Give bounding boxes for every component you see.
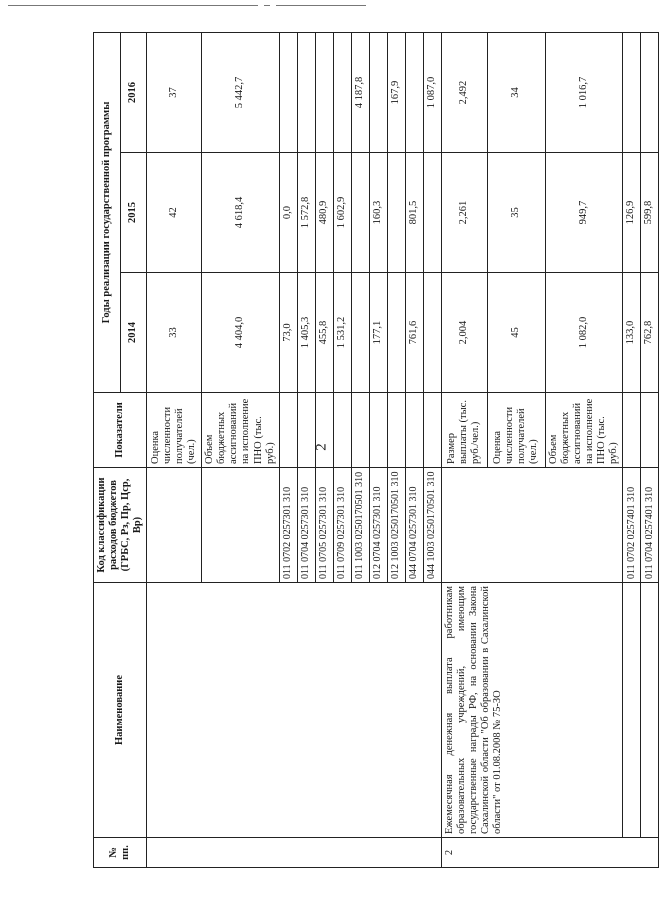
cell-2015: 801,5	[405, 153, 423, 273]
table-row	[441, 32, 487, 867]
cell-indicator	[279, 393, 297, 468]
cell-2014: 455,8	[315, 273, 333, 393]
cell-2014: 4 404,0	[202, 273, 279, 393]
cell-2014: 761,6	[405, 273, 423, 393]
cell-2015: 949,7	[545, 153, 622, 273]
cell-code: 011 0702 0257401 310	[623, 468, 641, 583]
cell-2016	[405, 32, 423, 152]
cell-2015: 160,3	[369, 153, 387, 273]
cell-2015: 0,0	[279, 153, 297, 273]
cell-2014	[387, 273, 405, 393]
cell-indicator	[405, 393, 423, 468]
cell-indicator	[423, 393, 441, 468]
cell-2016: 37	[147, 32, 202, 152]
cell-indicator: Объем бюджетных ассигнований на исполнение ПНО (тыс. руб.)	[545, 393, 622, 468]
cell-2016: 167,9	[387, 32, 405, 152]
cell-2014	[423, 273, 441, 393]
cell-2016: 5 442,7	[202, 32, 279, 152]
cell-2014: 762,8	[641, 273, 659, 393]
cell-2016	[315, 32, 333, 152]
cell-name	[641, 583, 659, 838]
cell-2016	[333, 32, 351, 152]
cell-indicator: Оценка численности получателей (чел.)	[147, 393, 202, 468]
cell-name	[623, 583, 641, 838]
cell-num: 2	[441, 838, 658, 868]
cell-2016	[297, 32, 315, 152]
cell-indicator	[369, 393, 387, 468]
cell-2016: 34	[487, 32, 545, 152]
cell-2014: 1 082,0	[545, 273, 622, 393]
header-year-2014: 2014	[120, 273, 147, 393]
cell-indicator	[351, 393, 369, 468]
cell-indicator	[623, 393, 641, 468]
cell-indicator	[333, 393, 351, 468]
cell-code: 011 0709 0257301 310	[333, 468, 351, 583]
cell-2015: 42	[147, 153, 202, 273]
cell-2014: 177,1	[369, 273, 387, 393]
header-years-group: Годы реализации государственной программы	[94, 32, 121, 392]
cell-indicator: Оценка численности получателей (чел.)	[487, 393, 545, 468]
table-row	[641, 32, 659, 867]
table-row	[147, 32, 202, 867]
cell-2015	[387, 153, 405, 273]
cell-indicator	[297, 393, 315, 468]
cell-2014: 2,004	[441, 273, 487, 393]
cell-2015: 1 572,8	[297, 153, 315, 273]
table-row	[623, 32, 641, 867]
cell-2014: 33	[147, 273, 202, 393]
cell-2014	[351, 273, 369, 393]
header-indicators: Показатели	[94, 393, 147, 468]
cell-num	[147, 838, 441, 868]
cell-2014: 73,0	[279, 273, 297, 393]
cell-indicator	[315, 393, 333, 468]
cell-2015: 4 618,4	[202, 153, 279, 273]
cell-2016: 4 187,8	[351, 32, 369, 152]
cell-2016	[641, 32, 659, 152]
cell-code: 044 1003 0250170501 310	[423, 468, 441, 583]
cell-code: 011 0702 0257301 310	[279, 468, 297, 583]
cell-2015: 126,9	[623, 153, 641, 273]
header-num: № пп.	[94, 838, 147, 868]
cell-name: Ежемесячная денежная выплата работникам образовательных учреждений, имеющим государственные награды РФ, на основании Закона Сахалинской области "Об образовании в Сахалинской области" от 01.08.2008 № 75-ЗО	[441, 583, 622, 838]
cell-code: 011 0704 0257401 310	[641, 468, 659, 583]
cell-indicator: Размер выплаты (тыс. руб./чел.)	[441, 393, 487, 468]
header-code: Код классификации расходов бюджетов (ГРБС, Рз, Пр, Цср, Вр)	[94, 468, 147, 583]
cell-code: 044 0704 0257301 310	[405, 468, 423, 583]
cell-code: 011 1003 0250170501 310	[351, 468, 369, 583]
program-table	[93, 32, 659, 868]
header-year-2015: 2015	[120, 153, 147, 273]
cell-name	[147, 583, 441, 838]
cell-code: 012 1003 0250170501 310	[387, 468, 405, 583]
header-name: Наименование	[94, 583, 147, 838]
cell-indicator	[387, 393, 405, 468]
cell-2016: 1 016,7	[545, 32, 622, 152]
cell-indicator: Объем бюджетных ассигнований на исполнение ПНО (тыс. руб.)	[202, 393, 279, 468]
cell-2015	[423, 153, 441, 273]
cell-2015: 599,8	[641, 153, 659, 273]
cell-code: 011 0704 0257301 310	[297, 468, 315, 583]
cell-2015: 35	[487, 153, 545, 273]
rotated-table-container	[93, 33, 655, 868]
cell-2014: 133,0	[623, 273, 641, 393]
cell-code: 011 0705 0257301 310	[315, 468, 333, 583]
cell-2015: 2,261	[441, 153, 487, 273]
cell-2016	[369, 32, 387, 152]
page-number: 2	[313, 443, 330, 451]
header-year-2016: 2016	[120, 32, 147, 152]
cell-2016: 2,492	[441, 32, 487, 152]
cell-2016	[623, 32, 641, 152]
cell-2015: 480,9	[315, 153, 333, 273]
cell-code	[147, 468, 202, 583]
cell-2014: 1 405,3	[297, 273, 315, 393]
cell-code: 012 0704 0257301 310	[369, 468, 387, 583]
cell-2014: 45	[487, 273, 545, 393]
cell-2015	[351, 153, 369, 273]
cell-indicator	[641, 393, 659, 468]
cell-code	[441, 468, 622, 583]
cell-2015: 1 602,9	[333, 153, 351, 273]
cell-2014: 1 531,2	[333, 273, 351, 393]
cell-2016	[279, 32, 297, 152]
cell-2016: 1 087,0	[423, 32, 441, 152]
cell-code	[202, 468, 279, 583]
